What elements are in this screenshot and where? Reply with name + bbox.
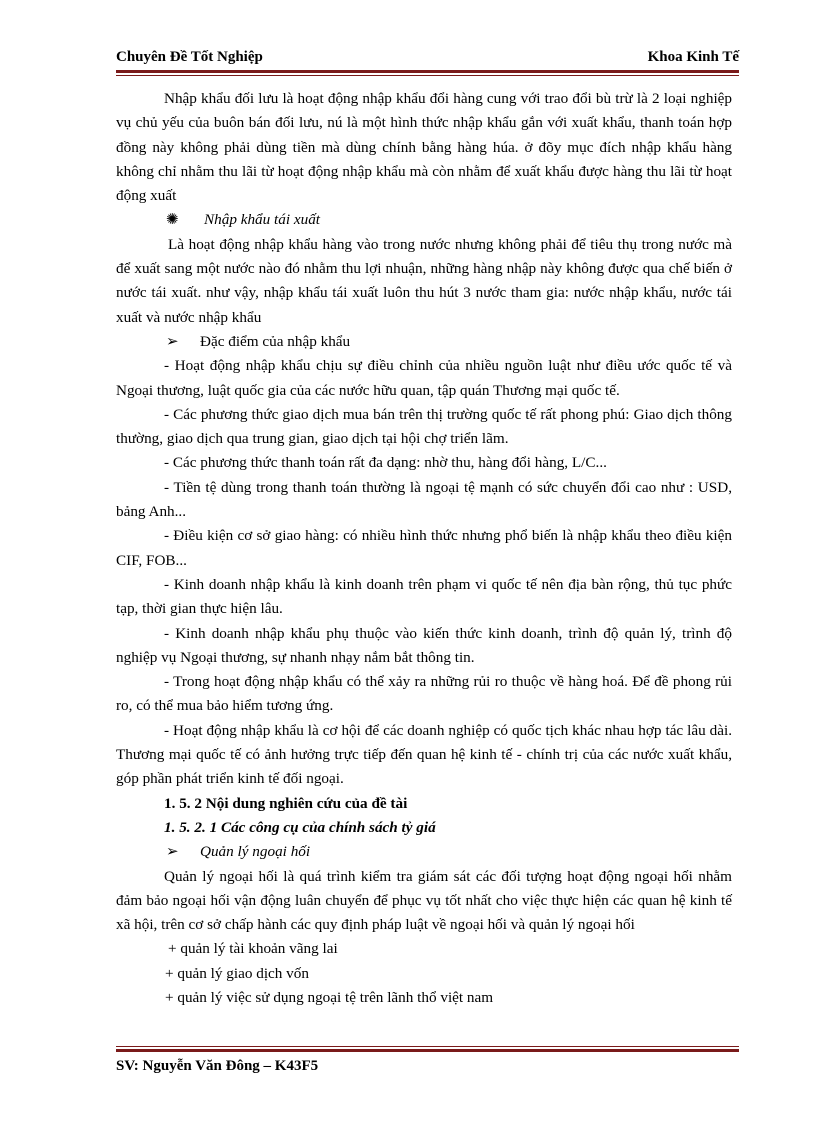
feature-item: - Kinh doanh nhập khẩu là kinh doanh trên phạm vi quốc tế nên địa bàn rộng, thủ tục phức tạp, thời gian thực hiện lâu. — [116, 575, 732, 618]
paragraph-reexport: Là hoạt động nhập khẩu hàng vào trong nước nhưng không phải để tiêu thụ trong nước mà để xuất sang một nước nào đó nhằm thu lợi nhuận, những hàng nhập này không được qua chế biến ở nước tái xuất. như vậy, nhập khẩu tái xuất luôn thu hút 3 nước tham gia: nước nhập khẩu, nước tái xuất và nước nhập khẩu — [116, 235, 732, 326]
feature-item: - Kinh doanh nhập khẩu phụ thuộc vào kiến thức kinh doanh, trình độ quản lý, trình độ nghiệp vụ Ngoại thương, sự nhanh nhạy nắm bắt thông tin. — [116, 624, 732, 666]
feature-item: - Hoạt động nhập khẩu chịu sự điều chỉnh của nhiều nguồn luật như điều ước quốc tế và Ngoại thương, luật quốc gia của các nước hữu quan, tập quán Thương mại quốc tế. — [116, 357, 732, 399]
arrow-bullet-icon: ➢ — [166, 843, 179, 861]
arrow-item-features — [116, 330, 732, 354]
bullet-item-reexport — [116, 208, 732, 232]
arrow-item-fx-management — [116, 840, 732, 864]
plus-item: + quản lý tài khoản vãng lai — [168, 940, 338, 958]
arrow-label: Quản lý ngoại hối — [200, 843, 311, 861]
page-header — [116, 49, 739, 69]
arrow-bullet-icon: ➢ — [166, 332, 179, 350]
header-department: Khoa Kinh Tế — [647, 49, 739, 65]
plus-item: + quản lý việc sử dụng ngoại tệ trên lãnh thổ việt nam — [165, 988, 494, 1006]
flower-bullet-icon: ✺ — [166, 211, 179, 229]
feature-item: - Các phương thức giao dịch mua bán trên thị trường quốc tế rất phong phú: Giao dịch thông thường, giao dịch qua trung gian, giao dịch tại hội chợ triển lãm. — [116, 405, 732, 448]
bullet-label: Nhập khẩu tái xuất — [204, 211, 321, 229]
header-rule — [116, 70, 739, 76]
feature-item: - Trong hoạt động nhập khẩu có thể xảy ra những rủi ro thuộc về hàng hoá. Để đề phong rủi ro, có thể mua bảo hiểm tương ứng. — [116, 673, 732, 715]
footer-rule — [116, 1046, 739, 1052]
subsection-heading: 1. 5. 2. 1 Các công cụ của chính sách tỷ giá — [164, 818, 436, 836]
page-body — [116, 87, 732, 1010]
feature-item: - Tiền tệ dùng trong thanh toán thường là ngoại tệ mạnh có sức chuyển đổi cao như : USD, bảng Anh... — [116, 478, 732, 521]
section-heading: 1. 5. 2 Nội dung nghiên cứu của đề tài — [164, 794, 408, 812]
feature-item: - Các phương thức thanh toán rất đa dạng: nhờ thu, hàng đổi hàng, L/C... — [164, 454, 607, 472]
plus-item: + quản lý giao dịch vốn — [165, 964, 309, 982]
page-footer: SV: Nguyễn Văn Đông – K43F5 — [116, 1058, 319, 1074]
arrow-label: Đặc điểm của nhập khẩu — [200, 332, 351, 350]
paragraph-import-counter-trade: Nhập khẩu đối lưu là hoạt động nhập khẩu đổi hàng cung với trao đổi bù trừ là 2 loại nghiệp vụ chủ yếu của buôn bán đối lưu, nú là một hình thức nhập khẩu gắn với xuất khẩu, thanh toán hợp đồng này không phải dùng tiền mà dùng chính bằng hàng húa. ở đõy mục đích nhập khẩu hàng không chỉ nhằm thu lãi từ hoạt động nhập khẩu mà còn nhằm để xuất khẩu được hàng thu lãi từ hoạt động xuất — [116, 90, 732, 205]
header-title: Chuyên Đề Tốt Nghiệp — [116, 49, 263, 65]
feature-item: - Điều kiện cơ sở giao hàng: có nhiều hình thức nhưng phổ biến là nhập khẩu theo điều kiện CIF, FOB... — [116, 527, 732, 569]
feature-item: - Hoạt động nhập khẩu là cơ hội để các doanh nghiệp có quốc tịch khác nhau hợp tác lâu dài. Thương mại quốc tế có ảnh hưởng trực tiếp đến quan hệ kinh tế - chính trị của các nước xuất khẩu, góp phần phát triển kinh tế đối ngoại. — [116, 721, 732, 788]
paragraph-fx-management: Quản lý ngoại hối là quá trình kiểm tra giám sát các đối tượng hoạt động ngoại hối nhằm đảm bảo ngoại hối vận động luân chuyển để phục vụ tốt nhất cho việc thực hiện các quan hệ kinh tế xã hội, trên cơ sở chấp hành các quy định pháp luật về ngoại hối và quản lý ngoại hối — [116, 867, 732, 934]
